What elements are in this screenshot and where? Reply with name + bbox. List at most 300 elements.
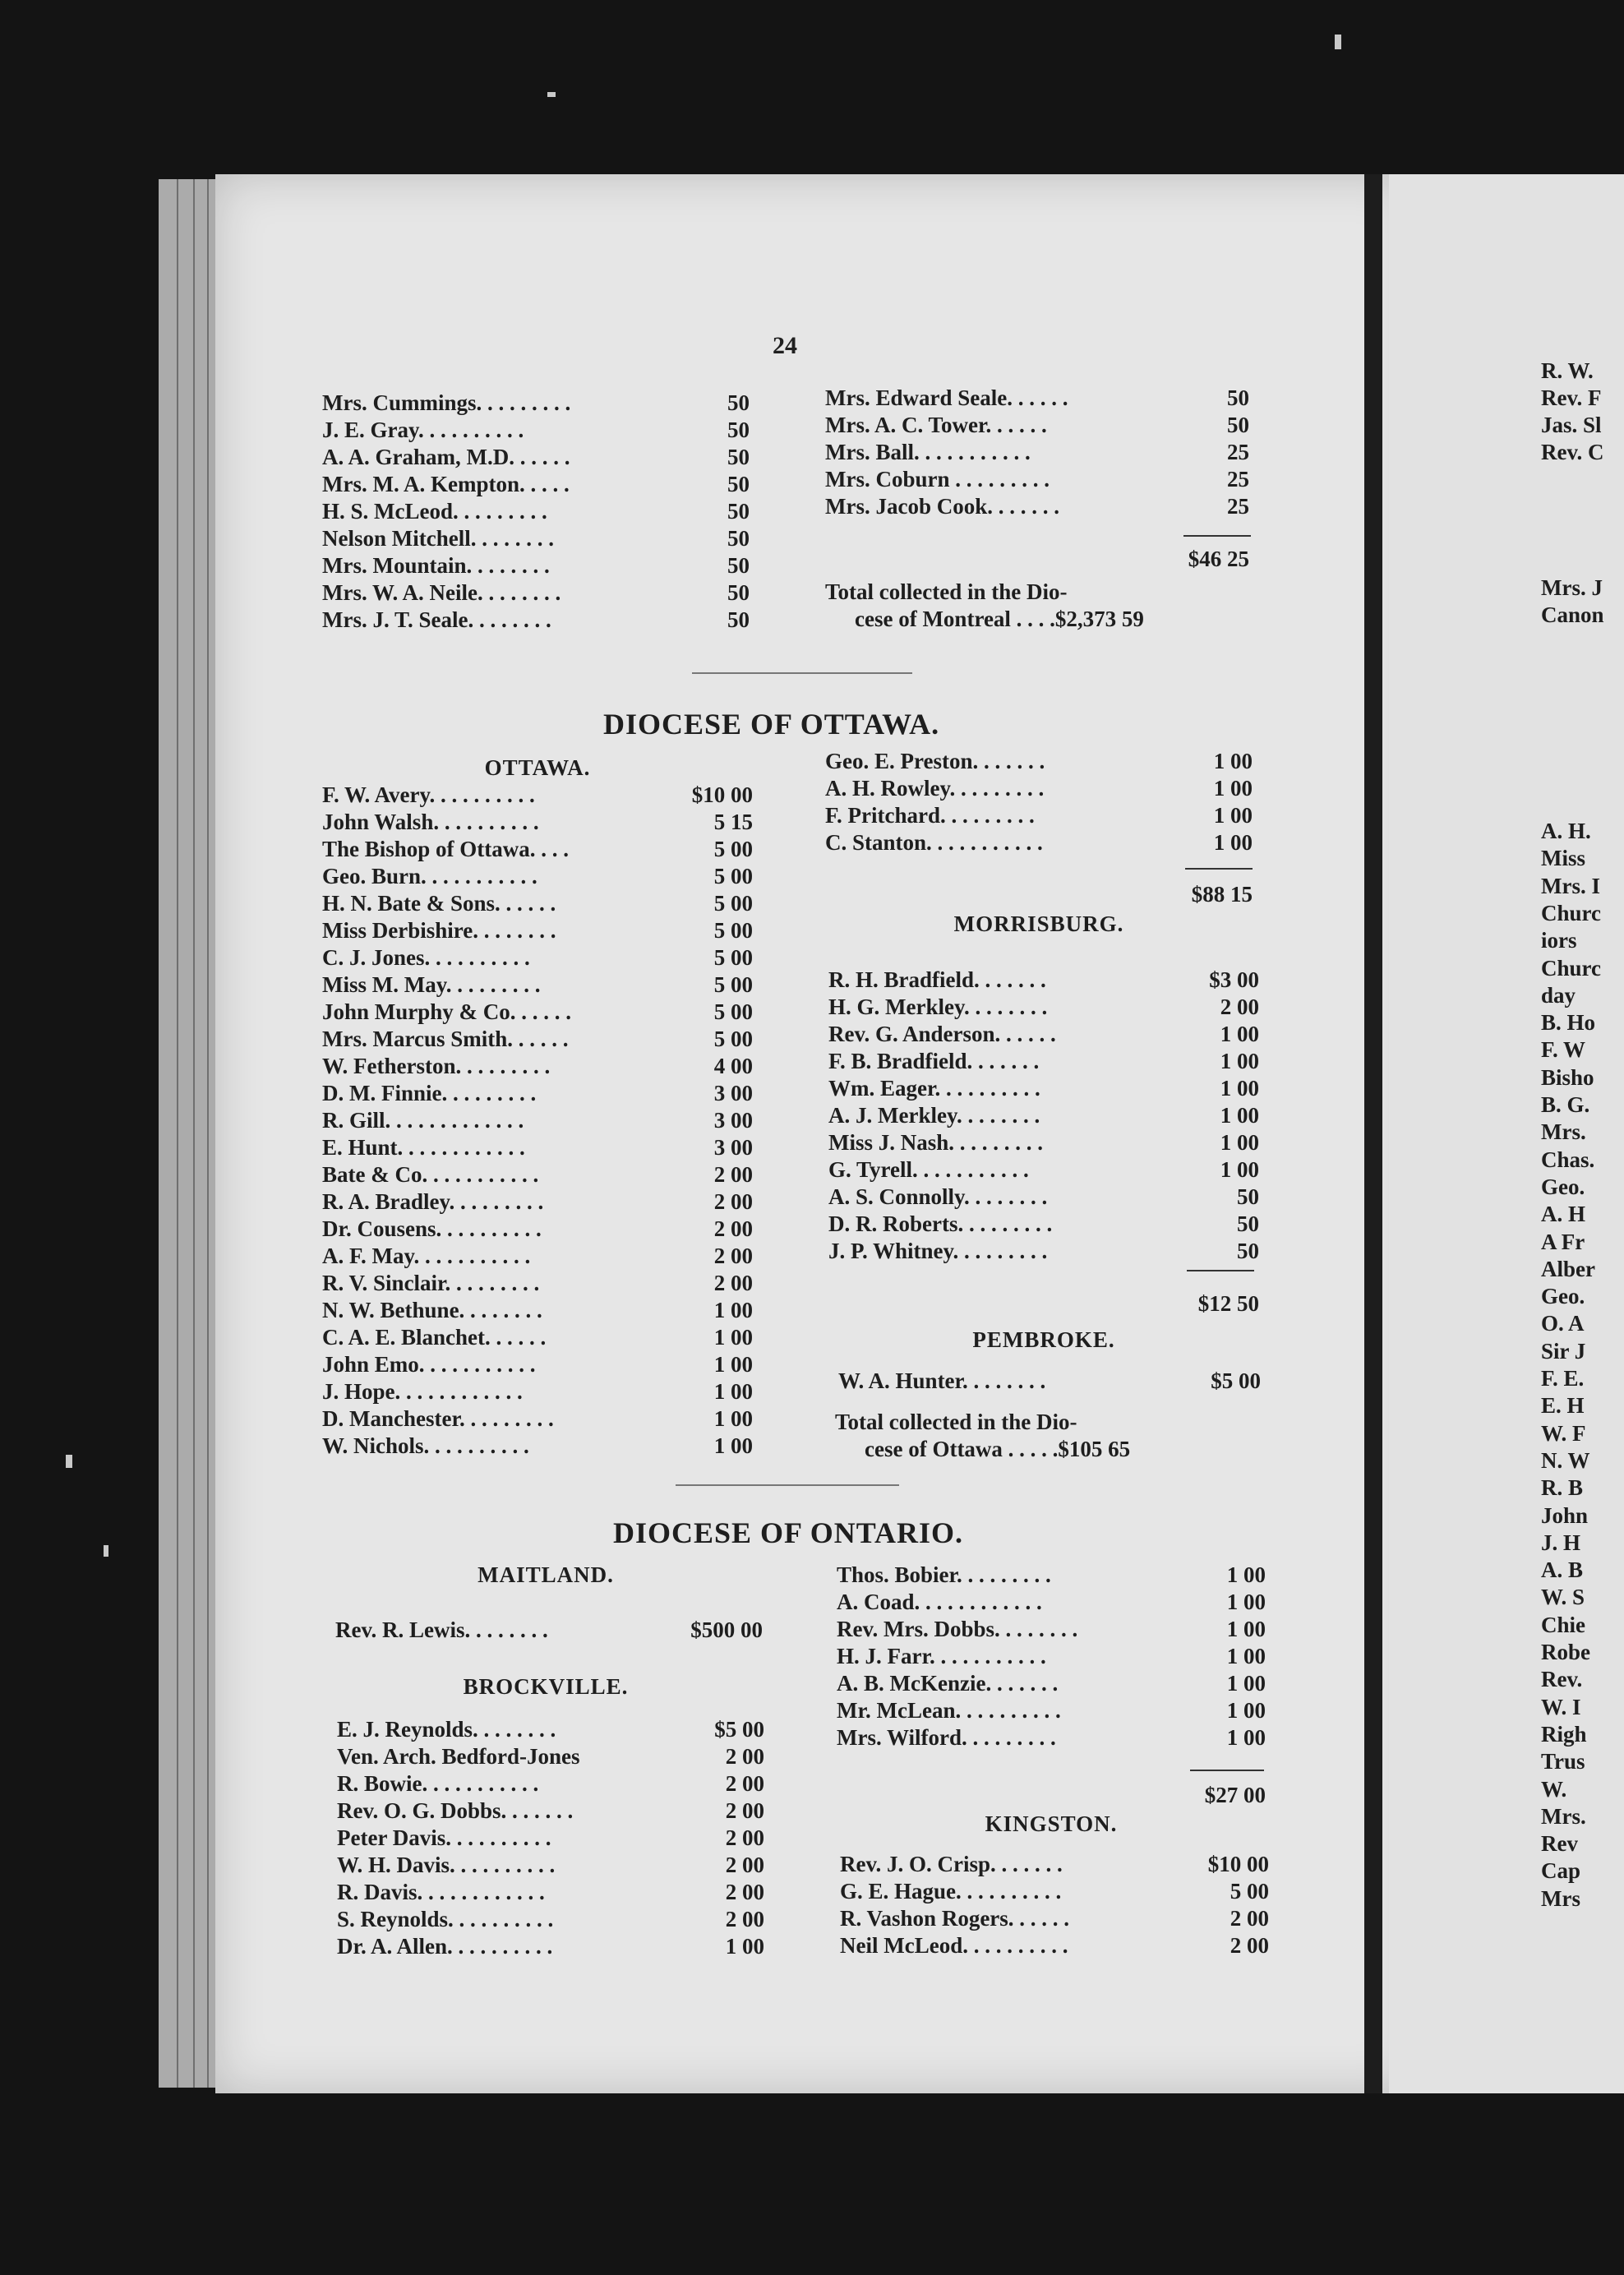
contribution-row (838, 1368, 1261, 1395)
contribution-row (322, 1433, 753, 1460)
contribution-row (337, 1852, 764, 1879)
contributor-name: Miss M. May. . . . . . . . . (322, 972, 541, 997)
right-page-fragment: J. H (1541, 1530, 1581, 1555)
contribution-amount: 50 (727, 445, 750, 469)
contribution-row (837, 1697, 1266, 1724)
contribution-amount: 1 00 (1226, 1617, 1266, 1641)
right-page-fragment: W. (1541, 1776, 1567, 1802)
contribution-row (337, 1770, 764, 1797)
contribution-row (322, 1243, 753, 1270)
contribution-amount: 1 00 (725, 1934, 764, 1959)
contributor-name: A. H. Rowley. . . . . . . . . (825, 776, 1045, 801)
contribution-row (337, 1933, 764, 1960)
contributor-name: Mrs. M. A. Kempton. . . . . (322, 472, 570, 496)
contribution-amount: 1 00 (1220, 1157, 1259, 1182)
contribution-row (837, 1589, 1266, 1616)
right-page-fragment: Mrs. (1541, 1803, 1586, 1829)
scan-speck (547, 92, 556, 97)
brockville-heading-row (329, 1673, 763, 1700)
contribution-amount: 1 00 (713, 1433, 753, 1458)
contributor-name: D. R. Roberts. . . . . . . . . (828, 1211, 1053, 1236)
contribution-amount: 1 00 (1220, 1022, 1259, 1046)
contribution-amount: 50 (1237, 1184, 1259, 1209)
contributor-name: R. V. Sinclair. . . . . . . . . (322, 1271, 540, 1295)
page-edge-line (207, 179, 209, 2088)
contribution-amount: 1 00 (1220, 1130, 1259, 1155)
contribution-amount: 5 00 (713, 972, 753, 997)
contribution-amount: 2 00 (725, 1771, 764, 1796)
contribution-row (322, 552, 750, 579)
contributor-name: R. Vashon Rogers. . . . . . (840, 1906, 1070, 1931)
right-page-fragment: B. Ho (1541, 1010, 1596, 1036)
right-page-fragment: Churc (1541, 955, 1602, 981)
contribution-row (322, 1216, 753, 1243)
page-edge-line (177, 179, 178, 2088)
contribution-row (837, 1724, 1266, 1751)
right-page-fragment: John (1541, 1502, 1589, 1528)
contribution-row (322, 1134, 753, 1161)
contribution-row (837, 1562, 1266, 1589)
contribution-amount: 2 00 (1230, 1933, 1269, 1958)
contributor-name: Mrs. W. A. Neile. . . . . . . . (322, 580, 561, 605)
contribution-amount: 1 00 (1220, 1103, 1259, 1128)
contribution-row (322, 1405, 753, 1433)
right-page-fragment: Rev. C (1541, 440, 1604, 464)
contribution-row (828, 1048, 1259, 1075)
contributor-name: J. Hope. . . . . . . . . . . . (322, 1379, 523, 1404)
contributor-name: S. Reynolds. . . . . . . . . . (337, 1907, 554, 1931)
contributor-name: R. Bowie. . . . . . . . . . . (337, 1771, 539, 1796)
right-page-fragment: Mrs. J (1541, 575, 1603, 600)
contributor-name: E. Hunt. . . . . . . . . . . . (322, 1135, 525, 1160)
contribution-amount: 2 00 (1220, 994, 1259, 1019)
contribution-amount: 3 00 (713, 1108, 753, 1133)
contribution-amount: 1 00 (1213, 776, 1253, 801)
contributor-name: R. Davis. . . . . . . . . . . . (337, 1880, 545, 1904)
brockville-column (337, 1716, 764, 1960)
contribution-amount: 5 00 (1230, 1879, 1269, 1904)
contribution-row (322, 1107, 753, 1134)
contributor-name: Mrs. Wilford. . . . . . . . . (837, 1725, 1056, 1750)
contributor-name: J. E. Gray. . . . . . . . . . (322, 418, 524, 442)
contribution-amount: 2 00 (725, 1853, 764, 1877)
contribution-amount: 3 00 (713, 1081, 753, 1105)
subtotal-rule (1187, 1270, 1254, 1271)
contributor-name: Mr. McLean. . . . . . . . . . (837, 1698, 1061, 1723)
contribution-row (337, 1716, 764, 1743)
ottawa-diocese-heading: DIOCESE OF OTTAWA. (603, 708, 940, 741)
kingston-heading-row (837, 1811, 1266, 1838)
contributor-name: A. A. Graham, M.D. . . . . . (322, 445, 570, 469)
contributor-name: H. N. Bate & Sons. . . . . . (322, 891, 556, 916)
contributor-name: A. F. May. . . . . . . . . . . (322, 1244, 531, 1268)
contribution-amount: $10 00 (691, 782, 753, 807)
section-divider (692, 672, 912, 674)
contribution-amount: 1 00 (1226, 1671, 1266, 1696)
contributor-name: A. B. McKenzie. . . . . . . (837, 1671, 1059, 1696)
right-page-fragment: Chie (1541, 1612, 1585, 1637)
contribution-amount: 3 00 (713, 1135, 753, 1160)
contribution-row (825, 439, 1249, 466)
contribution-row (322, 471, 750, 498)
right-page-fragment: Churc (1541, 900, 1602, 925)
contribution-row (337, 1825, 764, 1852)
contributor-name: R. H. Bradfield. . . . . . . (828, 967, 1046, 992)
contributor-name: W. Fetherston. . . . . . . . . (322, 1054, 551, 1078)
montreal-subtotal: $46 25 (1188, 547, 1249, 571)
montreal-total-line1: Total collected in the Dio- (825, 579, 1068, 604)
contribution-amount: 5 00 (713, 864, 753, 888)
contributor-name: Nelson Mitchell. . . . . . . . (322, 526, 554, 551)
contribution-row (337, 1743, 764, 1770)
book-gutter (1364, 174, 1382, 2093)
scan-speck (1335, 35, 1341, 49)
kingston-column (840, 1851, 1269, 1959)
contributor-name: C. A. E. Blanchet. . . . . . (322, 1325, 547, 1350)
contribution-amount: 5 00 (713, 945, 753, 970)
brockville-heading: BROCKVILLE. (463, 1674, 629, 1699)
pembroke-column (838, 1368, 1261, 1395)
contributor-name: Geo. E. Preston. . . . . . . (825, 749, 1045, 773)
contributor-name: Mrs. Cummings. . . . . . . . . (322, 390, 571, 415)
contribution-amount: $10 00 (1207, 1852, 1269, 1876)
contribution-row (322, 890, 753, 917)
maitland-heading: MAITLAND. (478, 1562, 614, 1587)
right-page-fragment: W. F (1541, 1420, 1586, 1446)
contribution-row (840, 1932, 1269, 1959)
contributor-name: R. Gill. . . . . . . . . . . . . (322, 1108, 524, 1133)
contribution-amount: 2 00 (725, 1907, 764, 1931)
contribution-amount: 50 (1227, 385, 1249, 410)
right-page-fragment: iors (1541, 928, 1577, 953)
contribution-amount: 5 00 (713, 891, 753, 916)
contribution-row (828, 1021, 1259, 1048)
contribution-amount: 50 (1237, 1239, 1259, 1263)
contribution-row (322, 444, 750, 471)
contribution-amount: 50 (1237, 1211, 1259, 1236)
right-page-fragment: E. H (1541, 1393, 1585, 1419)
contributor-name: Miss Derbishire. . . . . . . . (322, 918, 556, 943)
contribution-row (322, 1053, 753, 1080)
contribution-row (825, 748, 1253, 775)
contribution-amount: $5 00 (714, 1717, 764, 1742)
contribution-amount: 1 00 (1226, 1698, 1266, 1723)
contribution-row (828, 1211, 1259, 1238)
book-page-edges (159, 179, 218, 2088)
contributor-name: G. E. Hague. . . . . . . . . . (840, 1879, 1062, 1904)
right-page-fragment: Righ (1541, 1721, 1587, 1747)
contribution-amount: 50 (727, 580, 750, 605)
contributor-name: F. W. Avery. . . . . . . . . . (322, 782, 535, 807)
contribution-row (322, 607, 750, 634)
right-page-fragment: A. H. (1541, 819, 1591, 843)
contribution-amount: 1 00 (1213, 803, 1253, 828)
contribution-amount: 50 (727, 418, 750, 442)
contribution-row (322, 999, 753, 1026)
ottawa-total (835, 1409, 1262, 1463)
contribution-row (322, 579, 750, 607)
contributor-name: Neil McLeod. . . . . . . . . . (840, 1933, 1068, 1958)
maitland-heading-row (329, 1562, 763, 1589)
contribution-row (322, 917, 753, 944)
right-page-fragment: Mrs. I (1541, 873, 1600, 898)
montreal-total (825, 579, 1249, 633)
right-page-fragment: Mrs. (1541, 1119, 1586, 1145)
contribution-amount: 5 00 (713, 1027, 753, 1051)
contribution-amount: 1 00 (1213, 830, 1253, 855)
ottawa-subtotal: $88 15 (1191, 882, 1253, 907)
contribution-amount: $3 00 (1209, 967, 1259, 992)
contributor-name: Geo. Burn. . . . . . . . . . . (322, 864, 537, 888)
ontario-subtotal: $27 00 (1204, 1783, 1266, 1807)
contribution-row (828, 967, 1259, 994)
subtotal-rule (1185, 868, 1253, 870)
contribution-amount: 1 00 (1226, 1562, 1266, 1587)
contributor-name: W. Nichols. . . . . . . . . . (322, 1433, 529, 1458)
contributor-name: Ven. Arch. Bedford-Jones (337, 1744, 580, 1769)
contributor-name: Rev. G. Anderson. . . . . . (828, 1022, 1056, 1046)
contribution-row (322, 1080, 753, 1107)
contribution-amount: 5 00 (713, 918, 753, 943)
contribution-row (322, 498, 750, 525)
contributor-name: Mrs. A. C. Tower. . . . . . (825, 413, 1047, 437)
contributor-name: D. Manchester. . . . . . . . . (322, 1406, 554, 1431)
contribution-row (322, 417, 750, 444)
right-page-fragment: Cap (1541, 1858, 1581, 1884)
contribution-row (828, 994, 1259, 1021)
right-page-fragment: Rev. F (1541, 385, 1602, 410)
contributor-name: Dr. Cousens. . . . . . . . . . (322, 1216, 542, 1241)
contribution-amount: 5 15 (713, 810, 753, 834)
right-page-fragment: day (1541, 982, 1576, 1008)
contributor-name: H. G. Merkley. . . . . . . . (828, 994, 1048, 1019)
right-page-fragment: B. G. (1541, 1092, 1590, 1117)
contributor-name: F. B. Bradfield. . . . . . . (828, 1049, 1040, 1073)
contributor-name: N. W. Bethune. . . . . . . . (322, 1298, 542, 1322)
right-page-fragment: Sir J (1541, 1338, 1586, 1364)
subtotal-rule (1183, 535, 1251, 537)
contributor-name: John Murphy & Co. . . . . . (322, 999, 572, 1024)
contributor-name: Wm. Eager. . . . . . . . . . (828, 1076, 1040, 1101)
contributor-name: Rev. O. G. Dobbs. . . . . . . (337, 1798, 574, 1823)
contribution-amount: 1 00 (713, 1379, 753, 1404)
contribution-row (825, 829, 1253, 856)
contribution-amount: 2 00 (725, 1798, 764, 1823)
contribution-row (840, 1905, 1269, 1932)
right-page-fragment: Miss (1541, 846, 1585, 871)
contribution-amount: 2 00 (713, 1216, 753, 1241)
contributor-name: F. Pritchard. . . . . . . . . (825, 803, 1035, 828)
contributor-name: Mrs. Jacob Cook. . . . . . . (825, 494, 1059, 519)
contributor-name: J. P. Whitney. . . . . . . . . (828, 1239, 1048, 1263)
contribution-row (322, 1297, 753, 1324)
contribution-row (825, 493, 1249, 520)
contribution-amount: 25 (1227, 440, 1249, 464)
contributor-name: H. S. McLeod. . . . . . . . . (322, 499, 547, 524)
contribution-row (322, 1324, 753, 1351)
page-number: 24 (773, 332, 797, 359)
montreal-total-line2: cese of Montreal . . . .$2,373 59 (855, 607, 1144, 631)
contribution-row (322, 390, 750, 417)
contributor-name: W. A. Hunter. . . . . . . . (838, 1368, 1046, 1393)
morrisburg-subtotal-row (828, 1290, 1259, 1317)
contribution-amount: 2 00 (1230, 1906, 1269, 1931)
contribution-amount: 1 00 (1226, 1725, 1266, 1750)
morrisburg-heading-row (825, 911, 1253, 938)
right-page-fragment: Rev. (1541, 1667, 1583, 1692)
right-page-fragment: Canon (1541, 602, 1604, 627)
contributor-name: John Emo. . . . . . . . . . . (322, 1352, 536, 1377)
contribution-amount: 5 00 (713, 837, 753, 861)
right-page-fragment: A Fr (1541, 1229, 1585, 1254)
contributor-name: Rev. J. O. Crisp. . . . . . . (840, 1852, 1063, 1876)
contribution-row (828, 1238, 1259, 1265)
right-page-fragment: O. A (1541, 1311, 1585, 1336)
right-page-fragment: A. B (1541, 1557, 1584, 1583)
contributor-name: Mrs. Ball. . . . . . . . . . . (825, 440, 1031, 464)
contribution-row (322, 525, 750, 552)
contribution-amount: 50 (1227, 413, 1249, 437)
contribution-row (840, 1851, 1269, 1878)
ontario-subtotal-row (837, 1782, 1266, 1809)
contribution-row (825, 802, 1253, 829)
contributor-name: The Bishop of Ottawa. . . . (322, 837, 570, 861)
contributor-name: Mrs. Coburn . . . . . . . . . (825, 467, 1050, 491)
right-page-fragment: Jas. Sl (1541, 413, 1602, 437)
morrisburg-heading: MORRISBURG. (953, 911, 1124, 936)
section-divider (676, 1484, 899, 1486)
right-page-fragment: W. I (1541, 1694, 1581, 1719)
contributor-name: A. Coad. . . . . . . . . . . . (837, 1590, 1042, 1614)
contribution-amount: 5 00 (713, 999, 753, 1024)
pembroke-heading: PEMBROKE. (972, 1327, 1115, 1352)
contribution-amount: 1 00 (1220, 1076, 1259, 1101)
contributor-name: C. J. Jones. . . . . . . . . . (322, 945, 530, 970)
montreal-left-column (322, 390, 750, 634)
ottawa-subheading-row (322, 754, 753, 782)
right-page-fragment: Geo. (1541, 1284, 1585, 1309)
contributor-name: A. S. Connolly. . . . . . . . (828, 1184, 1048, 1209)
contributor-name: Rev. Mrs. Dobbs. . . . . . . . (837, 1617, 1078, 1641)
contribution-row (825, 385, 1249, 412)
contributor-name: John Walsh. . . . . . . . . . (322, 810, 539, 834)
contributor-name: E. J. Reynolds. . . . . . . . (337, 1717, 556, 1742)
contributor-name: Mrs. Edward Seale. . . . . . (825, 385, 1068, 410)
contribution-row (828, 1184, 1259, 1211)
contribution-row (825, 466, 1249, 493)
contribution-amount: 1 00 (1226, 1590, 1266, 1614)
contribution-amount: 2 00 (713, 1162, 753, 1187)
contribution-row (322, 1270, 753, 1297)
contribution-amount: 50 (727, 472, 750, 496)
contribution-amount: 2 00 (725, 1825, 764, 1850)
right-page-fragment: Trus (1541, 1749, 1585, 1774)
contribution-amount: 1 00 (1213, 749, 1253, 773)
montreal-subtotal-row (825, 546, 1249, 573)
contributor-name: Bate & Co. . . . . . . . . . . (322, 1162, 539, 1187)
contribution-amount: $500 00 (690, 1617, 763, 1642)
contributor-name: C. Stanton. . . . . . . . . . . (825, 830, 1043, 855)
contribution-row (828, 1102, 1259, 1129)
contribution-row (335, 1617, 763, 1644)
contribution-row (322, 1351, 753, 1378)
contribution-amount: $5 00 (1211, 1368, 1261, 1393)
contributor-name: H. J. Farr. . . . . . . . . . . (837, 1644, 1046, 1668)
contributor-name: W. H. Davis. . . . . . . . . . (337, 1853, 556, 1877)
contribution-amount: 2 00 (713, 1244, 753, 1268)
right-page-fragment: R. B (1541, 1475, 1584, 1501)
page-edge-line (193, 179, 195, 2088)
contribution-row (828, 1156, 1259, 1184)
subtotal-rule (1190, 1770, 1264, 1771)
right-page-fragment: Rev (1541, 1831, 1578, 1857)
contribution-amount: 1 00 (1226, 1644, 1266, 1668)
contribution-amount: 50 (727, 390, 750, 415)
contributor-name: R. A. Bradley. . . . . . . . . (322, 1189, 544, 1214)
ottawa-total-line1: Total collected in the Dio- (835, 1410, 1077, 1434)
montreal-right-column (825, 385, 1249, 520)
right-page-fragment: A. H (1541, 1202, 1585, 1227)
ottawa-right-column (825, 748, 1253, 856)
contribution-row (322, 836, 753, 863)
contribution-row (825, 412, 1249, 439)
contribution-row (837, 1643, 1266, 1670)
contribution-row (837, 1616, 1266, 1643)
contributor-name: Mrs. J. T. Seale. . . . . . . . (322, 607, 551, 632)
contribution-amount: 1 00 (713, 1298, 753, 1322)
contribution-row (322, 1026, 753, 1053)
contributor-name: Dr. A. Allen. . . . . . . . . . (337, 1934, 553, 1959)
contribution-row (828, 1075, 1259, 1102)
ottawa-subtotal-row (825, 881, 1253, 908)
right-page-fragment: Chas. (1541, 1147, 1595, 1172)
contributor-name: Peter Davis. . . . . . . . . . (337, 1825, 551, 1850)
contributor-name: Miss J. Nash. . . . . . . . . (828, 1130, 1044, 1155)
contribution-amount: 2 00 (713, 1271, 753, 1295)
scan-speck (104, 1545, 108, 1557)
contribution-row (322, 944, 753, 971)
right-page-fragment: Robe (1541, 1640, 1590, 1664)
contributor-name: Thos. Bobier. . . . . . . . . (837, 1562, 1051, 1587)
contribution-row (337, 1797, 764, 1825)
right-page-fragment: N. W (1541, 1447, 1590, 1473)
right-page-fragment: F. W (1541, 1037, 1586, 1063)
contribution-row (337, 1879, 764, 1906)
contribution-row (322, 863, 753, 890)
right-page-fragment: Alber (1541, 1256, 1595, 1281)
maitland-column (335, 1617, 763, 1644)
contribution-row (322, 1378, 753, 1405)
contribution-amount: 1 00 (713, 1406, 753, 1431)
contribution-amount: 4 00 (713, 1054, 753, 1078)
contribution-row (825, 775, 1253, 802)
morrisburg-column (828, 967, 1259, 1265)
contribution-row (828, 1129, 1259, 1156)
ontario-right-column (837, 1562, 1266, 1751)
contribution-amount: 2 00 (713, 1189, 753, 1214)
pembroke-heading-row (828, 1327, 1259, 1354)
contributor-name: D. M. Finnie. . . . . . . . . (322, 1081, 537, 1105)
kingston-heading: KINGSTON. (985, 1811, 1118, 1836)
scan-speck (66, 1455, 72, 1468)
ottawa-left-column (322, 782, 753, 1460)
contribution-row (840, 1878, 1269, 1905)
contribution-amount: 25 (1227, 494, 1249, 519)
contribution-amount: 1 00 (713, 1325, 753, 1350)
ottawa-subheading: OTTAWA. (484, 755, 591, 780)
ottawa-total-line2: cese of Ottawa . . . . .$105 65 (865, 1437, 1131, 1461)
contribution-amount: 50 (727, 553, 750, 578)
